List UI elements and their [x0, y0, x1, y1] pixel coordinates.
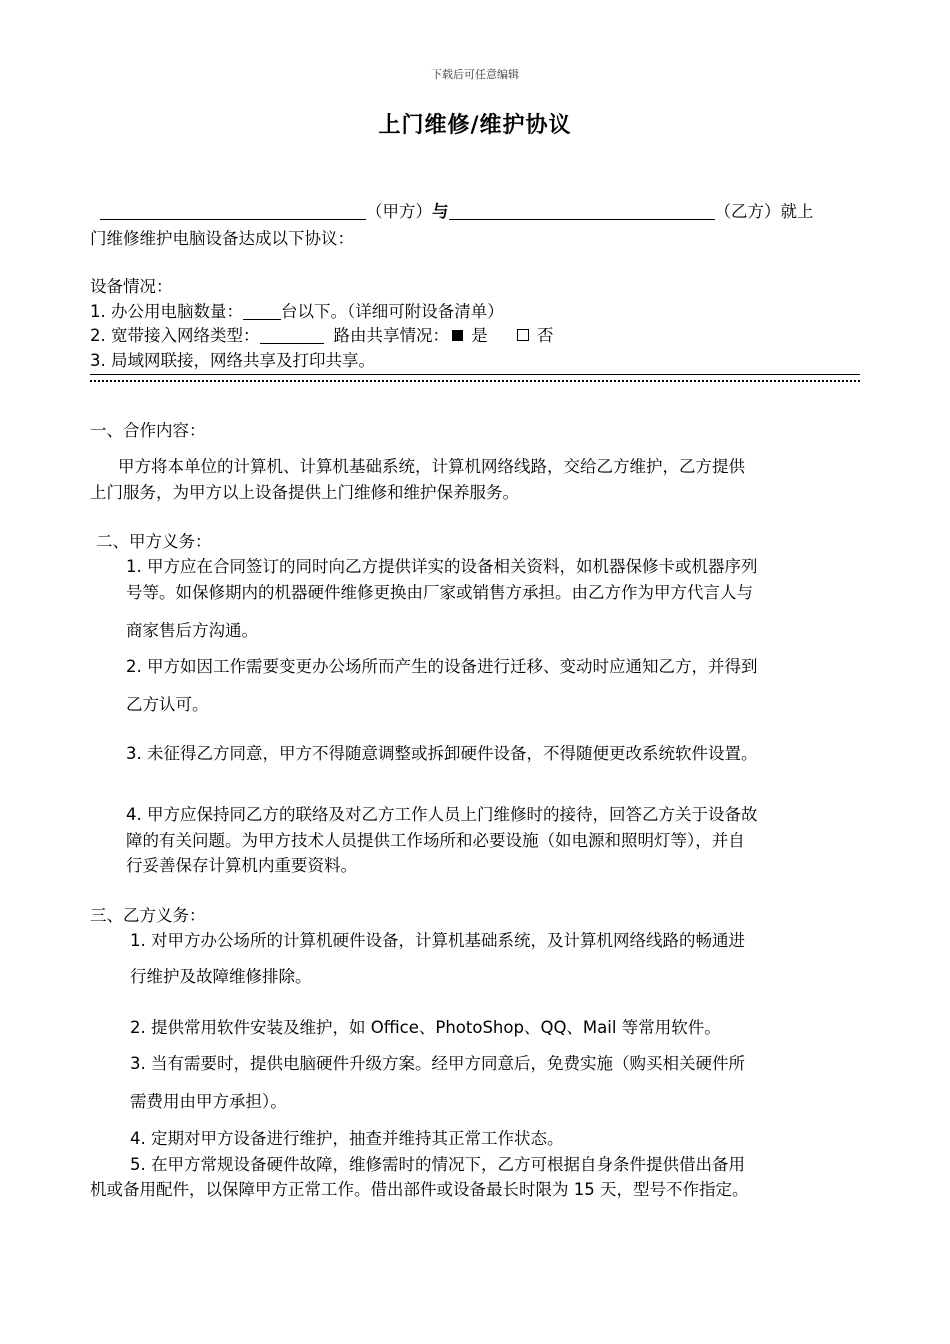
- intro-line-2: 门维修维护电脑设备达成以下协议：: [90, 229, 354, 248]
- s2-item-1-line-1: 1. 甲方应在合同签订的同时向乙方提供详实的设备相关资料，如机器保修卡或机器序列: [126, 557, 758, 576]
- s3-item-3-line-2: 需费用由甲方承担）。: [130, 1092, 287, 1111]
- party-a-label: （甲方）: [366, 202, 432, 221]
- section-2-heading: 二、甲方义务：: [96, 532, 212, 551]
- yes-label: 是: [471, 326, 488, 345]
- s2-item-1-line-3: 商家售后方沟通。: [126, 621, 258, 640]
- s3-item-2-line-1: 2. 提供常用软件安装及维护，如 Office、PhotoShop、QQ、Mail 等常用软件。: [130, 1018, 721, 1037]
- equipment-item-1: [90, 299, 504, 325]
- equipment-heading: 设备情况：: [90, 277, 173, 296]
- s3-item-4-line-1: 4. 定期对甲方设备进行维护，抽查并维持其正常工作状态。: [130, 1129, 564, 1148]
- equipment-item-2: [90, 323, 554, 349]
- s2-item-3-line-1: 3. 未征得乙方同意，甲方不得随意调整或拆卸硬件设备，不得随便更改系统软件设置。: [126, 744, 758, 763]
- s2-item-2-line-1: 2. 甲方如因工作需要变更办公场所而产生的设备进行迁移、变动时应通知乙方，并得到: [126, 657, 758, 676]
- s3-item-5-line-2: 机或备用配件，以保障甲方正常工作。借出部件或设备最长时限为 15 天，型号不作指定。: [90, 1180, 749, 1199]
- s3-item-1-line-1: 1. 对甲方办公场所的计算机硬件设备，计算机基础系统，及计算机网络线路的畅通进: [130, 931, 745, 950]
- network-type-blank[interactable]: [260, 325, 324, 344]
- network-type-label: 2. 宽带接入网络类型：: [90, 326, 260, 345]
- document-title: 上门维修/维护协议: [378, 113, 572, 138]
- section-1-heading: 一、合作内容：: [90, 421, 206, 440]
- s3-item-1-line-2: 行维护及故障维修排除。: [130, 967, 312, 986]
- no-checkbox-unchecked[interactable]: [517, 329, 529, 341]
- party-a-blank[interactable]: [100, 201, 366, 220]
- s3-item-5-line-1: 5. 在甲方常规设备硬件故障，维修需时的情况下，乙方可根据自身条件提供借出备用: [130, 1155, 745, 1174]
- pc-count-suffix: 台以下。（详细可附设备清单）: [281, 302, 504, 321]
- pc-count-blank[interactable]: [243, 301, 281, 320]
- section-1-text-line-1: 甲方将本单位的计算机、计算机基础系统，计算机网络线路，交给乙方维护，乙方提供: [118, 457, 745, 476]
- section-3-heading: 三、乙方义务：: [90, 906, 206, 925]
- equipment-item-3: 3. 局域网联接，网络共享及打印共享。: [90, 351, 375, 370]
- party-b-label: （乙方）就上: [714, 202, 814, 221]
- pc-count-label: 1. 办公用电脑数量：: [90, 302, 243, 321]
- router-share-label: 路由共享情况：: [333, 326, 449, 345]
- s3-item-3-line-1: 3. 当有需要时，提供电脑硬件升级方案。经甲方同意后，免费实施（购买相关硬件所: [130, 1054, 745, 1073]
- s2-item-2-line-2: 乙方认可。: [126, 695, 209, 714]
- party-b-blank[interactable]: [449, 201, 715, 220]
- no-label: 否: [537, 326, 554, 345]
- section-divider: [90, 374, 860, 382]
- s2-item-4-line-2: 障的有关问题。为甲方技术人员提供工作场所和必要设施（如电源和照明灯等），并自: [126, 831, 745, 850]
- s2-item-4-line-3: 行妥善保存计算机内重要资料。: [126, 856, 357, 875]
- page-header: 下载后可任意编辑: [431, 68, 519, 81]
- intro-line-1: [100, 199, 814, 225]
- yes-checkbox-checked[interactable]: [452, 330, 463, 341]
- section-1-text-line-2: 上门服务，为甲方以上设备提供上门维修和维护保养服务。: [90, 483, 519, 502]
- s2-item-1-line-2: 号等。如保修期内的机器硬件维修更换由厂家或销售方承担。由乙方作为甲方代言人与: [126, 583, 753, 602]
- s2-item-4-line-1: 4. 甲方应保持同乙方的联络及对乙方工作人员上门维修时的接待，回答乙方关于设备故: [126, 805, 758, 824]
- with-label: 与: [432, 202, 449, 221]
